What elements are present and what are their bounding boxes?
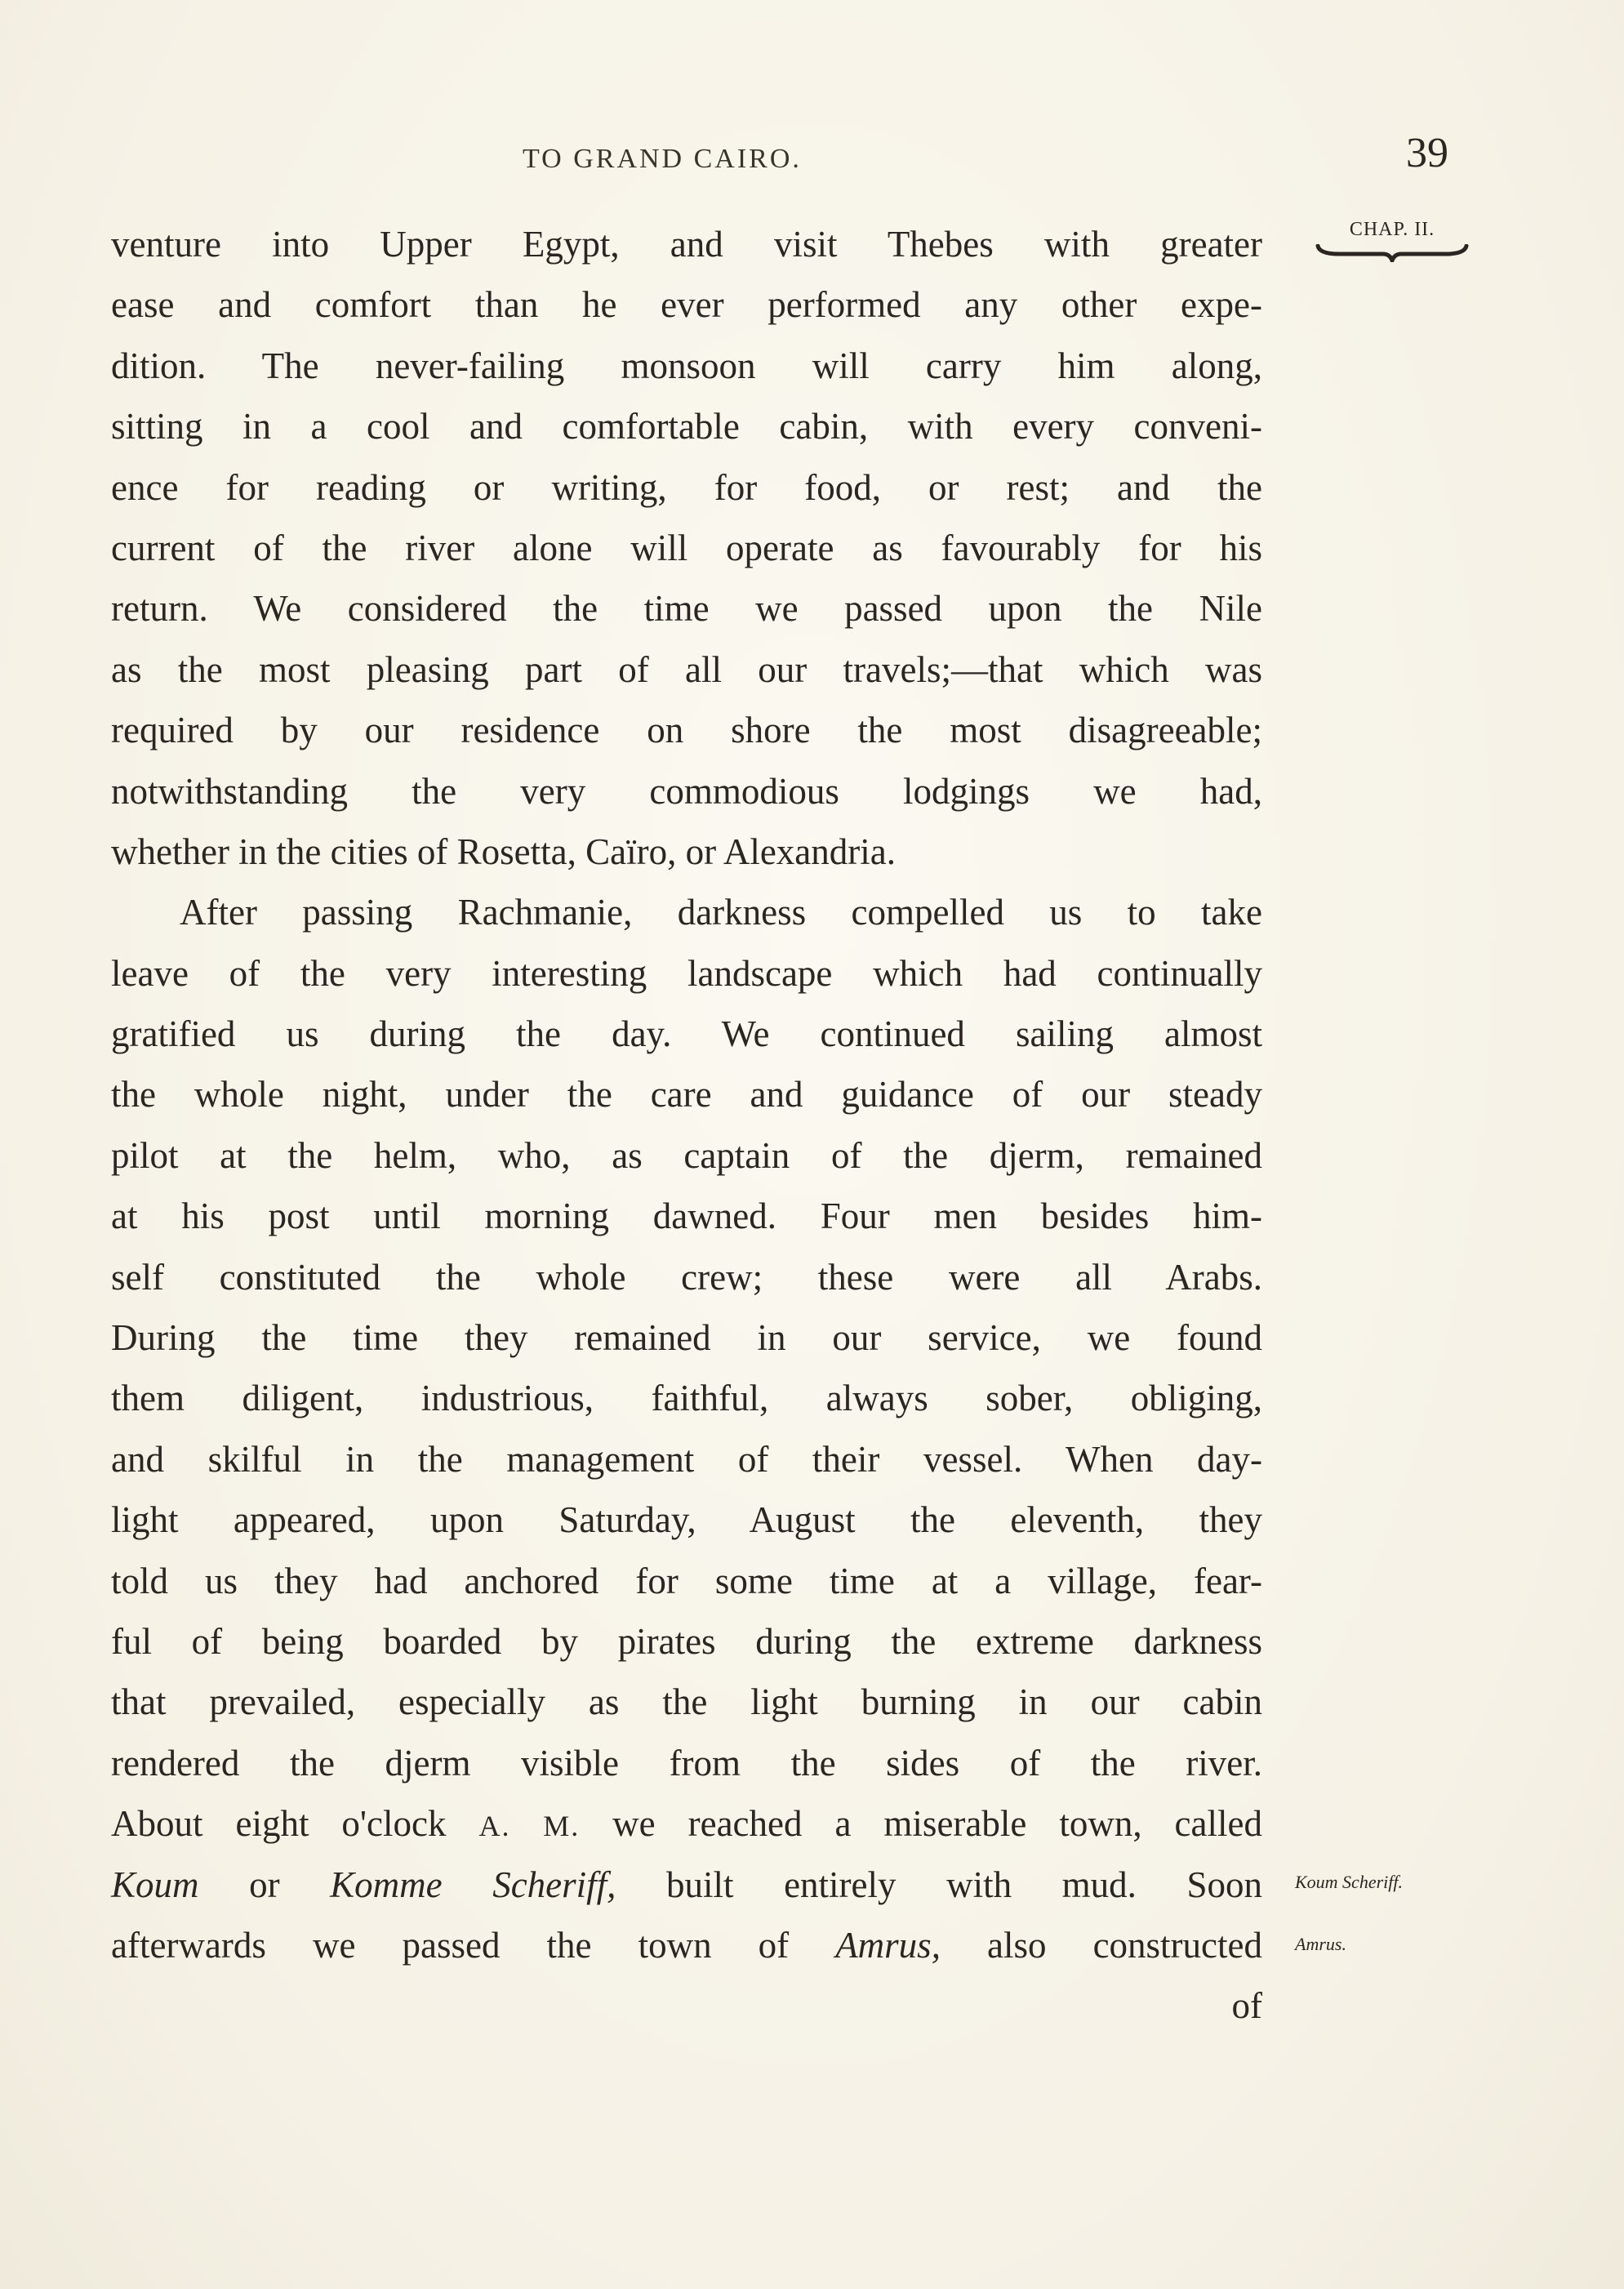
text-segment: afterwards we passed the town of [111,1924,836,1966]
catchword: of [1231,1985,1262,2027]
text-line: required by our residence on shore the most disagreeable; [111,710,1262,751]
text-line: rendered the djerm visible from the sides of the river. [111,1742,1262,1784]
text-line: leave of the very interesting landscape which had continually [111,952,1262,994]
text-line: gratified us during the day. We continued sailing almost [111,1013,1262,1055]
page-number: 39 [1406,130,1448,176]
text-line: whether in the cities of Rosetta, Caïro, or Alexandria. [111,831,896,872]
text-line: pilot at the helm, who, as captain of the djerm, remained [111,1134,1262,1176]
text-line: and skilful in the management of their vessel. When day- [111,1438,1262,1480]
text-line: After passing Rachmanie, darkness compelled us to take [180,892,1262,933]
text-line: sitting in a cool and comfortable cabin, with every conveni- [111,406,1262,448]
running-head: TO GRAND CAIRO. [523,144,802,174]
text-line: light appeared, upon Saturday, August the eleventh, they [111,1499,1262,1541]
text-line: During the time they remained in our service, we found [111,1317,1262,1359]
margin-note-amrus: Amrus. [1295,1934,1346,1954]
chapter-label: CHAP. II. [1349,219,1435,240]
text-line: ful of being boarded by pirates during the extreme darkness [111,1620,1262,1662]
place-name-komme-scheriff: Komme Scheriff, [330,1864,616,1905]
text-segment: About eight o'clock [111,1803,479,1845]
text-line: current of the river alone will operate as favourably for his [111,527,1262,568]
text-line: ease and comfort than he ever performed any other expe- [111,284,1262,326]
body-text [111,214,1262,2037]
time-abbreviation: A. M. [478,1810,581,1843]
text-line: return. We considered the time we passed upon the Nile [111,588,1262,630]
text-line: at his post until morning dawned. Four men besides him- [111,1196,1262,1237]
chapter-marker [1315,219,1470,262]
brace-ornament [1315,244,1470,262]
text-segment: also constructed [940,1924,1262,1966]
text-line: ence for reading or writing, for food, or rest; and the [111,466,1262,508]
text-line: self constituted the whole crew; these were all Arabs. [111,1256,1262,1298]
place-name-koum: Koum [111,1864,199,1905]
text-line: the whole night, under the care and guidance of our steady [111,1074,1262,1116]
text-line: dition. The never-failing monsoon will carry him along, [111,345,1262,386]
text-line: notwithstanding the very commodious lodgings we had, [111,770,1262,812]
text-line [111,1915,1262,1975]
text-segment: we reached a miserable town, called [580,1803,1262,1845]
text-line: as the most pleasing part of all our travels;—that which was [111,648,1262,690]
margin-note-koum-scheriff: Koum Scheriff. [1295,1872,1403,1892]
text-line: venture into Upper Egypt, and visit Thebes with greater [111,224,1262,265]
text-line [111,1793,1262,1854]
text-segment: built entirely with mud. Soon [616,1864,1262,1905]
place-name-amrus: Amrus, [835,1924,941,1966]
text-segment: or [198,1864,331,1905]
text-line [111,1855,1262,1915]
text-line: that prevailed, especially as the light burning in our cabin [111,1681,1262,1723]
text-line: them diligent, industrious, faithful, always sober, obliging, [111,1378,1262,1419]
text-line: told us they had anchored for some time at a village, fear- [111,1560,1262,1601]
